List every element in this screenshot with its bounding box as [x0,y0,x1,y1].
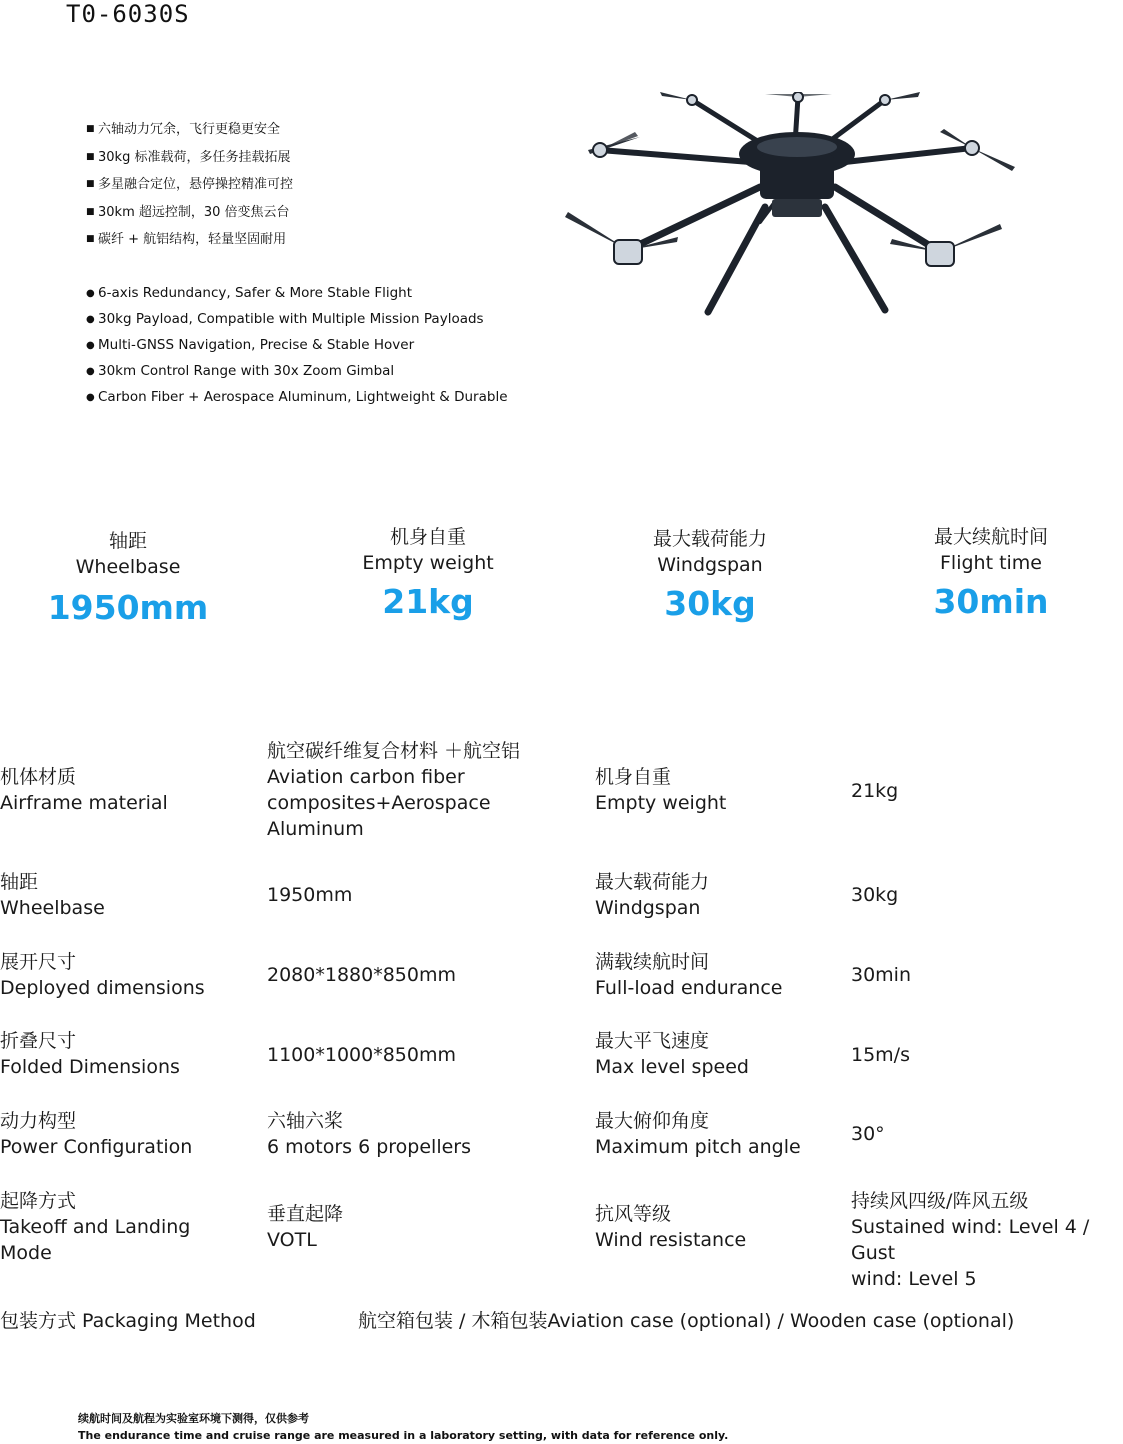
stat-value: 21kg [382,582,474,621]
feature-list-en [86,280,556,410]
feature-item: ● 30kg Payload, Compatible with Multiple Mission Payloads [86,306,556,332]
spec-label: 最大俯仰角度 Maximum pitch angle [595,1110,801,1158]
stat-empty-weight: 机身自重 Empty weight 21kg [318,524,538,624]
spec-value: 30kg [851,884,899,906]
round-bullet-icon: ● [86,340,95,351]
spec-label: 折叠尺寸 Folded Dimensions [0,1030,180,1078]
stat-value: 30kg [664,584,756,623]
spec-label: 满载续航时间 Full-load endurance [595,951,783,999]
feature-item: ● 30km Control Range with 30x Zoom Gimbal [86,358,556,384]
square-bullet-icon: ■ [86,124,95,134]
spec-label: 起降方式 Takeoff and Landing Mode [0,1190,191,1264]
feature-item: ■ 30kg 标准载荷，多任务挂载拓展 [86,144,546,172]
hexacopter-drone-icon [560,92,1035,322]
feature-item: ■ 六轴动力冗余，飞行更稳更安全 [86,116,546,144]
feature-item: ● Multi-GNSS Navigation, Precise & Stable Hover [86,332,556,358]
spec-value: 六轴六桨 6 motors 6 propellers [267,1110,471,1158]
square-bullet-icon: ■ [86,206,95,217]
spec-value: 30° [851,1123,885,1145]
round-bullet-icon: ● [86,392,95,403]
square-bullet-icon: ■ [86,151,95,162]
spec-label: 抗风等级 Wind resistance [595,1203,747,1251]
feature-item: ■ 多星融合定位，悬停操控精准可控 [86,171,546,199]
stat-value: 1950mm [47,588,209,627]
stat-max-payload: 最大载荷能力 Windgspan 30kg [600,526,820,626]
stat-flight-time: 最大续航时间 Flight time 30min [881,524,1101,624]
spec-value: 航空碳纤维复合材料 ＋航空铝 Aviation carbon fiber composites+Aerospace Aluminum [267,740,521,840]
round-bullet-icon: ● [86,366,95,377]
packaging-value: 航空箱包装 / 木箱包装Aviation case (optional) / Wooden case (optional) [358,1310,1015,1332]
footnote: 续航时间及航程为实验室环境下测得，仅供参考 The endurance time and cruise range are measured in a laboratory setting, with data for reference only. [78,1412,729,1442]
round-bullet-icon: ● [86,288,95,299]
feature-item: ● Carbon Fiber + Aerospace Aluminum, Lightweight & Durable [86,384,556,410]
square-bullet-icon: ■ [86,234,95,244]
spec-label: 最大载荷能力 Windgspan [595,871,710,919]
spec-value: 1100*1000*850mm [267,1044,456,1066]
spec-value: 1950mm [267,884,353,906]
feature-list-zh [86,116,546,254]
spec-value: 15m/s [851,1044,910,1066]
spec-label: 最大平飞速度 Max level speed [595,1030,749,1078]
spec-label: 展开尺寸 Deployed dimensions [0,951,205,999]
spec-value: 21kg [851,780,899,802]
drone-image [560,92,1035,322]
model-title: T0-6030S [66,0,190,28]
feature-item: ■ 30km 超远控制，30 倍变焦云台 [86,199,546,227]
round-bullet-icon: ● [86,314,95,325]
spec-label: 动力构型 Power Configuration [0,1110,193,1158]
spec-value: 30min [851,964,912,986]
feature-item: ● 6-axis Redundancy, Safer & More Stable Flight [86,280,556,306]
packaging-label: 包装方式 Packaging Method [0,1310,256,1332]
spec-value: 2080*1880*850mm [267,964,456,986]
stat-wheelbase: 轴距 Wheelbase 1950mm [18,528,238,630]
spec-label: 轴距 Wheelbase [0,871,105,919]
spec-value: 持续风四级/阵风五级 Sustained wind: Level 4 / Gust wind: Level 5 [851,1190,1090,1290]
spec-value: 垂直起降 VOTL [267,1203,344,1251]
spec-label: 机体材质 Airframe material [0,766,168,814]
stat-value: 30min [933,582,1049,621]
feature-item: ■ 碳纤 + 航铝结构，轻量坚固耐用 [86,226,546,254]
spec-label: 机身自重 Empty weight [595,766,727,814]
square-bullet-icon: ■ [86,179,95,189]
